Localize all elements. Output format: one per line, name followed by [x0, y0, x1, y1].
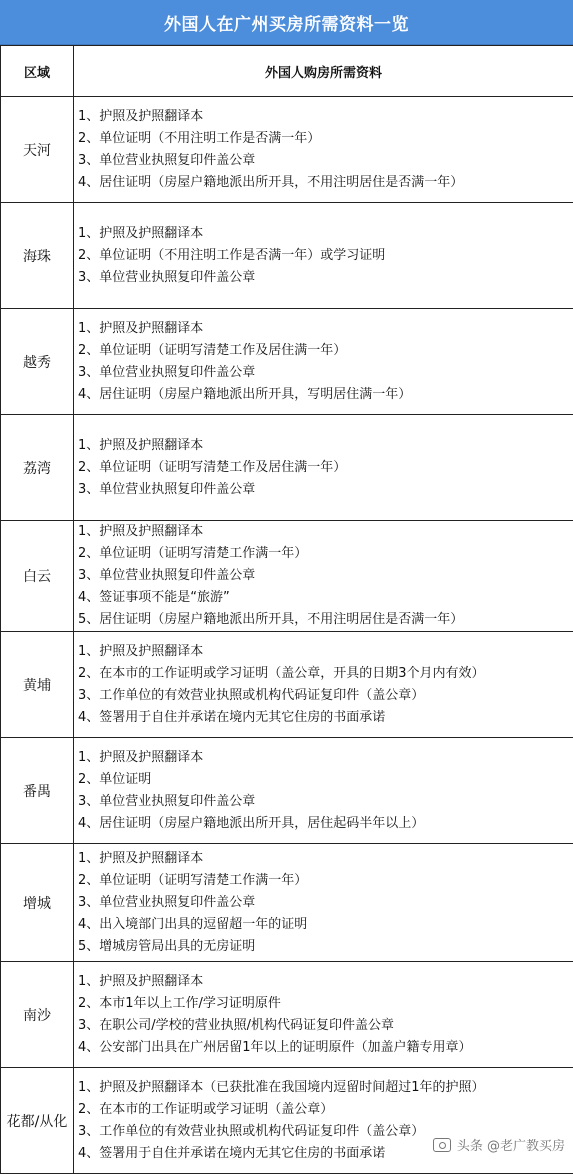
materials-cell [74, 962, 573, 1068]
material-item: 1、护照及护照翻译本 [78, 223, 573, 245]
watermark-text: 头条 @老广教买房 [457, 1135, 565, 1154]
material-item: 3、单位营业执照复印件盖公章 [78, 150, 573, 172]
material-item: 1、护照及护照翻译本 [78, 106, 573, 128]
page-title: 外国人在广州买房所需资料一览 [0, 0, 573, 45]
material-item: 2、在本市的工作证明或学习证明（盖公章） [78, 1099, 573, 1121]
material-item: 2、单位证明（不用注明工作是否满一年）或学习证明 [78, 245, 573, 267]
material-item: 4、居住证明（房屋户籍地派出所开具，不用注明居住是否满一年） [78, 172, 573, 194]
materials-cell [74, 203, 573, 309]
material-item: 3、工作单位的有效营业执照或机构代码证复印件（盖公章） [78, 685, 573, 707]
material-item: 1、护照及护照翻译本 [78, 848, 573, 870]
header-region: 区域 [1, 46, 74, 97]
region-cell: 白云 [1, 521, 74, 632]
material-item: 4、出入境部门出具的逗留超一年的证明 [78, 914, 573, 936]
table-header-row [1, 46, 573, 97]
material-item: 2、在本市的工作证明或学习证明（盖公章，开具的日期3个月内有效） [78, 663, 573, 685]
material-item: 4、居住证明（房屋户籍地派出所开具，居住起码半年以上） [78, 813, 573, 835]
table-row [1, 521, 573, 632]
material-item: 3、单位营业执照复印件盖公章 [78, 791, 573, 813]
requirements-table [0, 45, 573, 1174]
camera-icon [433, 1138, 451, 1152]
material-item: 1、护照及护照翻译本 [78, 435, 573, 457]
region-cell: 花都/从化 [1, 1068, 74, 1174]
materials-cell [74, 632, 573, 738]
material-item: 1、护照及护照翻译本 [78, 318, 573, 340]
material-item: 5、增城房管局出具的无房证明 [78, 936, 573, 958]
table-row [1, 415, 573, 521]
region-cell: 天河 [1, 97, 74, 203]
material-item: 1、护照及护照翻译本 [78, 747, 573, 769]
table-row [1, 962, 573, 1068]
material-item: 3、单位营业执照复印件盖公章 [78, 479, 573, 501]
header-materials: 外国人购房所需资料 [74, 46, 573, 97]
materials-cell [74, 844, 573, 962]
material-item: 4、签证事项不能是“旅游” [78, 587, 573, 609]
material-item: 4、公安部门出具在广州居留1年以上的证明原件（加盖户籍专用章） [78, 1037, 573, 1059]
region-cell: 增城 [1, 844, 74, 962]
watermark [433, 1135, 565, 1154]
material-item: 4、居住证明（房屋户籍地派出所开具，写明居住满一年） [78, 384, 573, 406]
region-cell: 黄埔 [1, 632, 74, 738]
table-row [1, 97, 573, 203]
region-cell: 海珠 [1, 203, 74, 309]
material-item: 2、单位证明（证明写清楚工作满一年） [78, 543, 573, 565]
material-item: 3、单位营业执照复印件盖公章 [78, 892, 573, 914]
region-cell: 荔湾 [1, 415, 74, 521]
material-item: 3、工作单位的有效营业执照或机构代码证复印件（盖公章） [78, 1121, 573, 1143]
material-item: 2、单位证明（证明写清楚工作及居住满一年） [78, 457, 573, 479]
region-cell: 番禺 [1, 738, 74, 844]
material-item: 2、单位证明（证明写清楚工作及居住满一年） [78, 340, 573, 362]
material-item: 4、签署用于自住并承诺在境内无其它住房的书面承诺 [78, 707, 573, 729]
table-row [1, 203, 573, 309]
material-item: 2、单位证明（证明写清楚工作满一年） [78, 870, 573, 892]
table-row [1, 1068, 573, 1174]
materials-cell [74, 521, 573, 632]
region-cell: 南沙 [1, 962, 74, 1068]
material-item: 1、护照及护照翻译本 [78, 971, 573, 993]
materials-cell [74, 738, 573, 844]
material-item: 2、单位证明（不用注明工作是否满一年） [78, 128, 573, 150]
material-item: 4、签署用于自住并承诺在境内无其它住房的书面承诺 [78, 1143, 573, 1165]
table-row [1, 844, 573, 962]
materials-cell [74, 1068, 573, 1174]
table-row [1, 632, 573, 738]
material-item: 3、在职公司/学校的营业执照/机构代码证复印件盖公章 [78, 1015, 573, 1037]
material-item: 3、单位营业执照复印件盖公章 [78, 565, 573, 587]
table-row [1, 309, 573, 415]
material-item: 5、居住证明（房屋户籍地派出所开具，不用注明居住是否满一年） [78, 609, 573, 631]
material-item: 1、护照及护照翻译本 [78, 641, 573, 663]
materials-cell [74, 415, 573, 521]
material-item: 2、单位证明 [78, 769, 573, 791]
region-cell: 越秀 [1, 309, 74, 415]
materials-cell [74, 97, 573, 203]
material-item: 3、单位营业执照复印件盖公章 [78, 267, 573, 289]
material-item: 3、单位营业执照复印件盖公章 [78, 362, 573, 384]
material-item: 1、护照及护照翻译本（已获批准在我国境内逗留时间超过1年的护照） [78, 1077, 573, 1099]
material-item: 1、护照及护照翻译本 [78, 521, 573, 543]
material-item: 2、本市1年以上工作/学习证明原件 [78, 993, 573, 1015]
materials-cell [74, 309, 573, 415]
table-row [1, 738, 573, 844]
